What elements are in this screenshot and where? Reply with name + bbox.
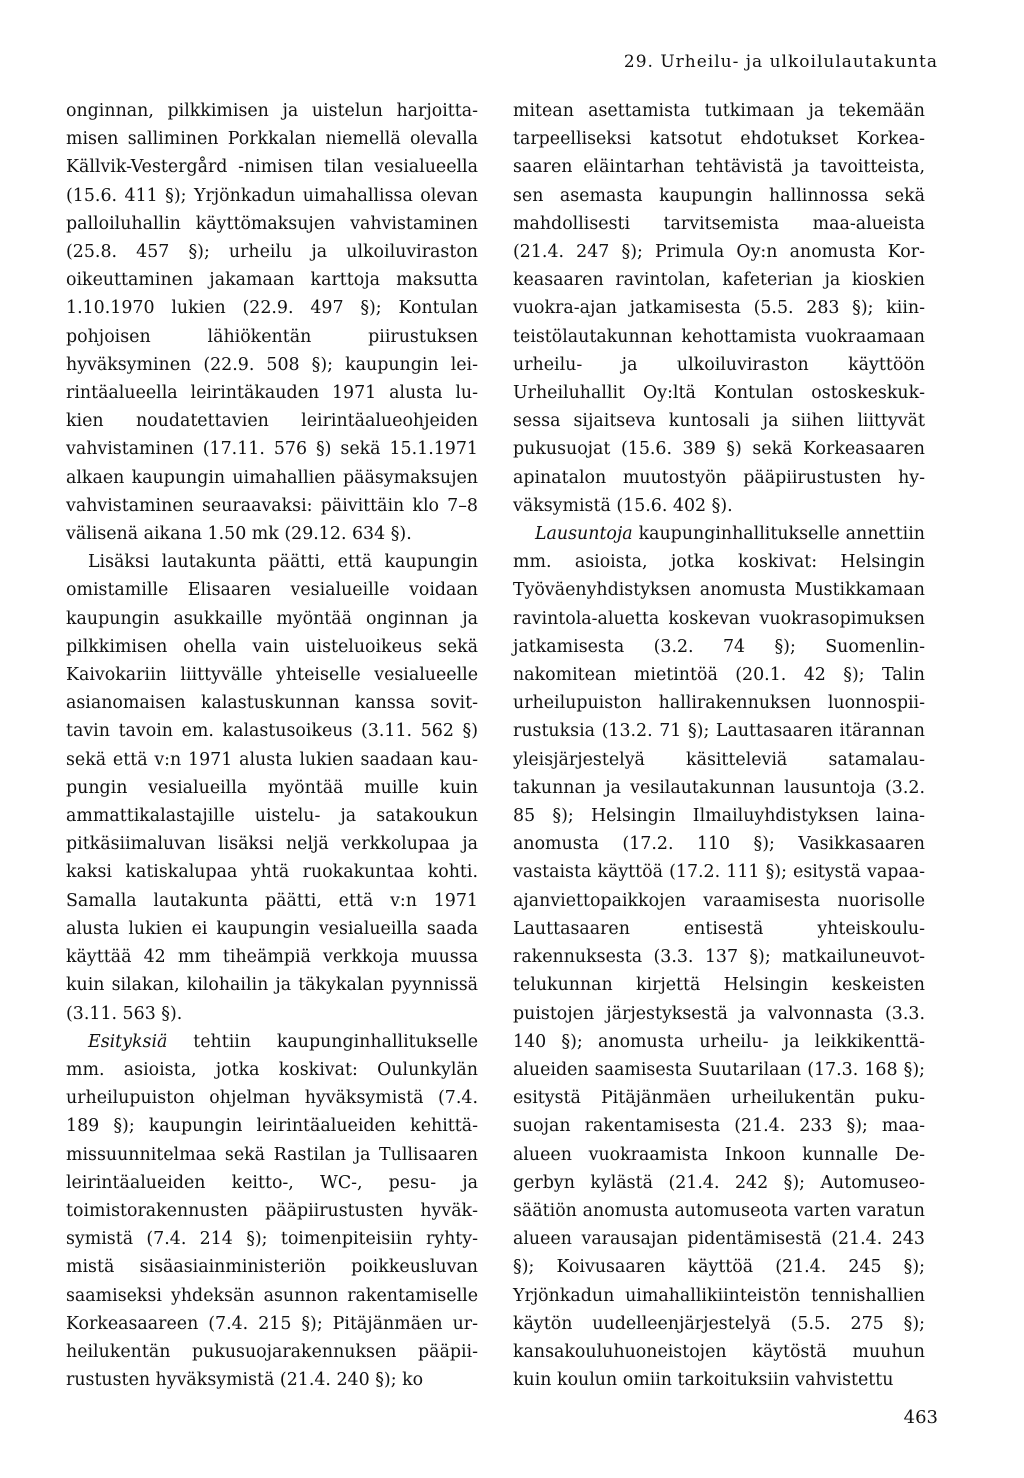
running-header: 29. Urheilu- ja ulkoilulautakunta [623,52,938,72]
right-paragraph-1: mitean asettamista tutkimaan ja tekemään tarpeelliseksi katsotut ehdotukset Korkeasaaren eläintarhan tehtävistä ja tavoitteista, sen asemasta kaupungin hallinnossa sekä mahdollisesti tarvitsemista maa-alueista (21.4. 247 §); Primula Oy:n anomusta Korkeasaaren ravintolan, kafeterian ja kioskien vuokra-ajan jatkamisesta (5.5. 283 §); kiinteistölautakunnan kehottamista vuokraamaan urheilu- ja ulkoiluviraston käyttöön Urheiluhallit Oy:ltä Kontulan ostoskeskuksessa sijaitseva kuntosali ja siihen liittyvät pukusuojat (15.6. 389 §) sekä Korkeasaaren apinatalon muutostyön pääpiirustusten hyväksymistä (15.6. 402 §). [513,101,925,516]
left-column [66,97,478,1394]
left-paragraph-3-lead: Esityksiä [88,1031,168,1052]
right-column [513,97,925,1394]
left-paragraph-1: onginnan, pilkkimisen ja uistelun harjoittamisen salliminen Porkkalan niemellä olevalla Källvik-Vestergård -nimisen tilan vesialueella (15.6. 411 §); Yrjönkadun uimahallissa olevan palloiluhallin käyttömaksujen vahvistaminen (25.8. 457 §); urheilu ja ulkoiluviraston oikeuttaminen jakamaan karttoja maksutta 1.10.1970 lukien (22.9. 497 §); Kontulan pohjoisen lähiökentän piirustuksen hyväksyminen (22.9. 508 §); kaupungin leirintäalueella leirintäkauden 1971 alusta lukien noudatettavien leirintäalueohjeiden vahvistaminen (17.11. 576 §) sekä 15.1.1971 alkaen kaupungin uimahallien pääsymaksujen vahvistaminen seuraavaksi: päivittäin klo 7–8 välisenä aikana 1.50 mk (29.12. 634 §). [66,101,478,545]
left-paragraph-3 [66,1028,478,1395]
left-paragraph-3-body: tehtiin kaupunginhallitukselle mm. asioista, jotka koskivat: Oulunkylän urheilupuiston ohjelman hyväksymistä (7.4. 189 §); kaupungin leirintäalueiden kehittämissuunnitelmaa sekä Rastilan ja Tullisaaren leirintäalueiden keitto-, WC-, pesu- ja toimistorakennusten pääpiirustusten hyväksymistä (7.4. 214 §); toimenpiteisiin ryhtymistä sisäasiainministeriön poikkeusluvan saamiseksi yhdeksän asunnon rakentamiselle Korkeasaareen (7.4. 215 §); Pitäjänmäen urheilukentän pukusuojarakennuksen pääpiirustusten hyväksymistä (21.4. 240 §); ko [66,1031,478,1391]
left-paragraph-2: Lisäksi lautakunta päätti, että kaupungin omistamille Elisaaren vesialueille voidaan kaupungin asukkaille myöntää onginnan ja pilkkimisen ohella vain uisteluoikeus sekä Kaivokariin liittyvälle yhteiselle vesialueelle asianomaisen kalastuskunnan kanssa sovittavin tavoin em. kalastusoikeus (3.11. 562 §) sekä että v:n 1971 alusta lukien saadaan kaupungin vesialueilla myöntää muille kuin ammattikalastajille uistelu- ja satakoukun pitkäsiimaluvan lisäksi neljä verkkolupaa ja kaksi katiskalupaa yhtä ruokakuntaa kohti. Samalla lautakunta päätti, että v:n 1971 alusta lukien ei kaupungin vesialueilla saada käyttää 42 mm tiheämpiä verkkoja muussa kuin silakan, kilohailin ja täkykalan pyynnissä (3.11. 563 §). [66,552,478,1024]
page-number: 463 [903,1407,938,1428]
right-paragraph-2 [513,520,925,1394]
right-paragraph-2-body: kaupunginhallitukselle annettiin mm. asioista, jotka koskivat: Helsingin Työväenyhdistyksen anomusta Mustikkamaan ravintola-aluetta koskevan vuokrasopimuksen jatkamisesta (3.2. 74 §); Suomenlinnakomitean mietintöä (20.1. 42 §); Talin urheilupuiston hallirakennuksen luonnospiirustuksia (13.2. 71 §); Lauttasaaren itärannan yleisjärjestelyä käsitteleviä satamalautakunnan ja vesilautakunnan lausuntoja (3.2. 85 §); Helsingin Ilmailuyhdistyksen laina-anomusta (17.2. 110 §); Vasikkasaaren vastaista käyttöä (17.2. 111 §); esitystä vapaa-ajanviettopaikkojen varaamisesta nuorisolle Lauttasaaren entisestä yhteiskoulurakennuksesta (3.3. 137 §); matkailuneuvottelukunnan kirjettä Helsingin keskeisten puistojen järjestyksestä ja valvonnasta (3.3. 140 §); anomusta urheilu- ja leikkikenttäalueiden saamisesta Suutarilaan (17.3. 168 §); esitystä Pitäjänmäen urheilukentän pukusuojan rakentamisesta (21.4. 233 §); maaalueen vuokraamista Inkoon kunnalle Degerbyn kylästä (21.4. 242 §); Automuseosäätiön anomusta automuseota varten varatun alueen varausajan pidentämisestä (21.4. 243 §); Koivusaaren käyttöä (21.4. 245 §); Yrjönkadun uimahallikiinteistön tennishallien käytön uudelleenjärjestelyä (5.5. 275 §); kansakouluhuoneistojen käytöstä muuhun kuin koulun omiin tarkoituksiin vahvistettu [513,524,925,1391]
right-paragraph-2-lead: Lausuntoja [535,524,633,545]
